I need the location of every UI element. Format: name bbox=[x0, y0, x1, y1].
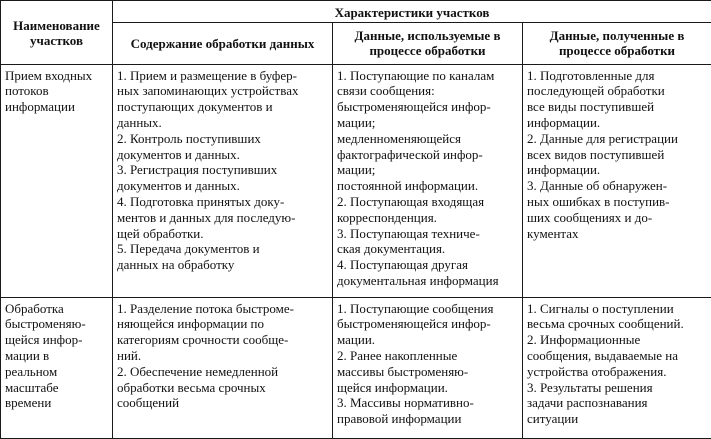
inputs-cell: 1. Поступающие сообщения быстроменяющейся инфор- мации. 2. Ранее накопленные массивы быстроменяю- щейся информации. 3. Массивы нормативно- правовой информации bbox=[333, 297, 523, 438]
outputs-cell: 1. Подготовленные для последующей обработки все виды поступившей информации. 2. Данные для регистрации всех видов поступившей информации. 3. Данные об обнаружен- ных ошибках в поступив- ших сообщениях и до- кументах bbox=[523, 64, 711, 297]
processing-cell: 1. Разделение потока быстроме- няющейся информации по категориям срочности сообще- ний. 2. Обеспечение немедленной обработки весьма срочных сообщений bbox=[113, 297, 333, 438]
table-row bbox=[1, 297, 711, 438]
header-row-top bbox=[1, 1, 711, 23]
characteristics-header: Характеристики участков bbox=[113, 1, 711, 23]
processing-cell: 1. Прием и размещение в буфер- ных запоминающих устройствах поступающих документов и данных. 2. Контроль поступивших документов и данных. 3. Регистрация поступивших документов и данных. 4. Подготовка принятых доку- ментов и данных для последую- щей обработки. 5. Передача документов и данных на обработку bbox=[113, 64, 333, 297]
row-name-cell: Обработка быстроменяю- щейся инфор- мации в реальном масштабе времени bbox=[1, 297, 113, 438]
section-name-header: Наименование участков bbox=[1, 1, 113, 65]
outputs-cell: 1. Сигналы о поступлении весьма срочных сообщений. 2. Информационные сообщения, выдаваемые на устройства отображения. 3. Результаты решения задачи распознавания ситуации bbox=[523, 297, 711, 438]
table-row bbox=[1, 64, 711, 297]
row-name-cell: Прием входных потоков информации bbox=[1, 64, 113, 297]
inputs-column-header: Данные, используемые в процессе обработки bbox=[333, 23, 523, 64]
inputs-cell: 1. Поступающие по каналам связи сообщения: быстроменяющейся инфор- мации; медленноменяющейся фактографической инфор- мации; постоянной информации. 2. Поступающая входящая корреспонденция. 3. Поступающая техниче- ская документация. 4. Поступающая другая документальная информация bbox=[333, 64, 523, 297]
outputs-column-header: Данные, полученные в процессе обработки bbox=[523, 23, 711, 64]
processing-column-header: Содержание обработки данных bbox=[113, 23, 333, 64]
